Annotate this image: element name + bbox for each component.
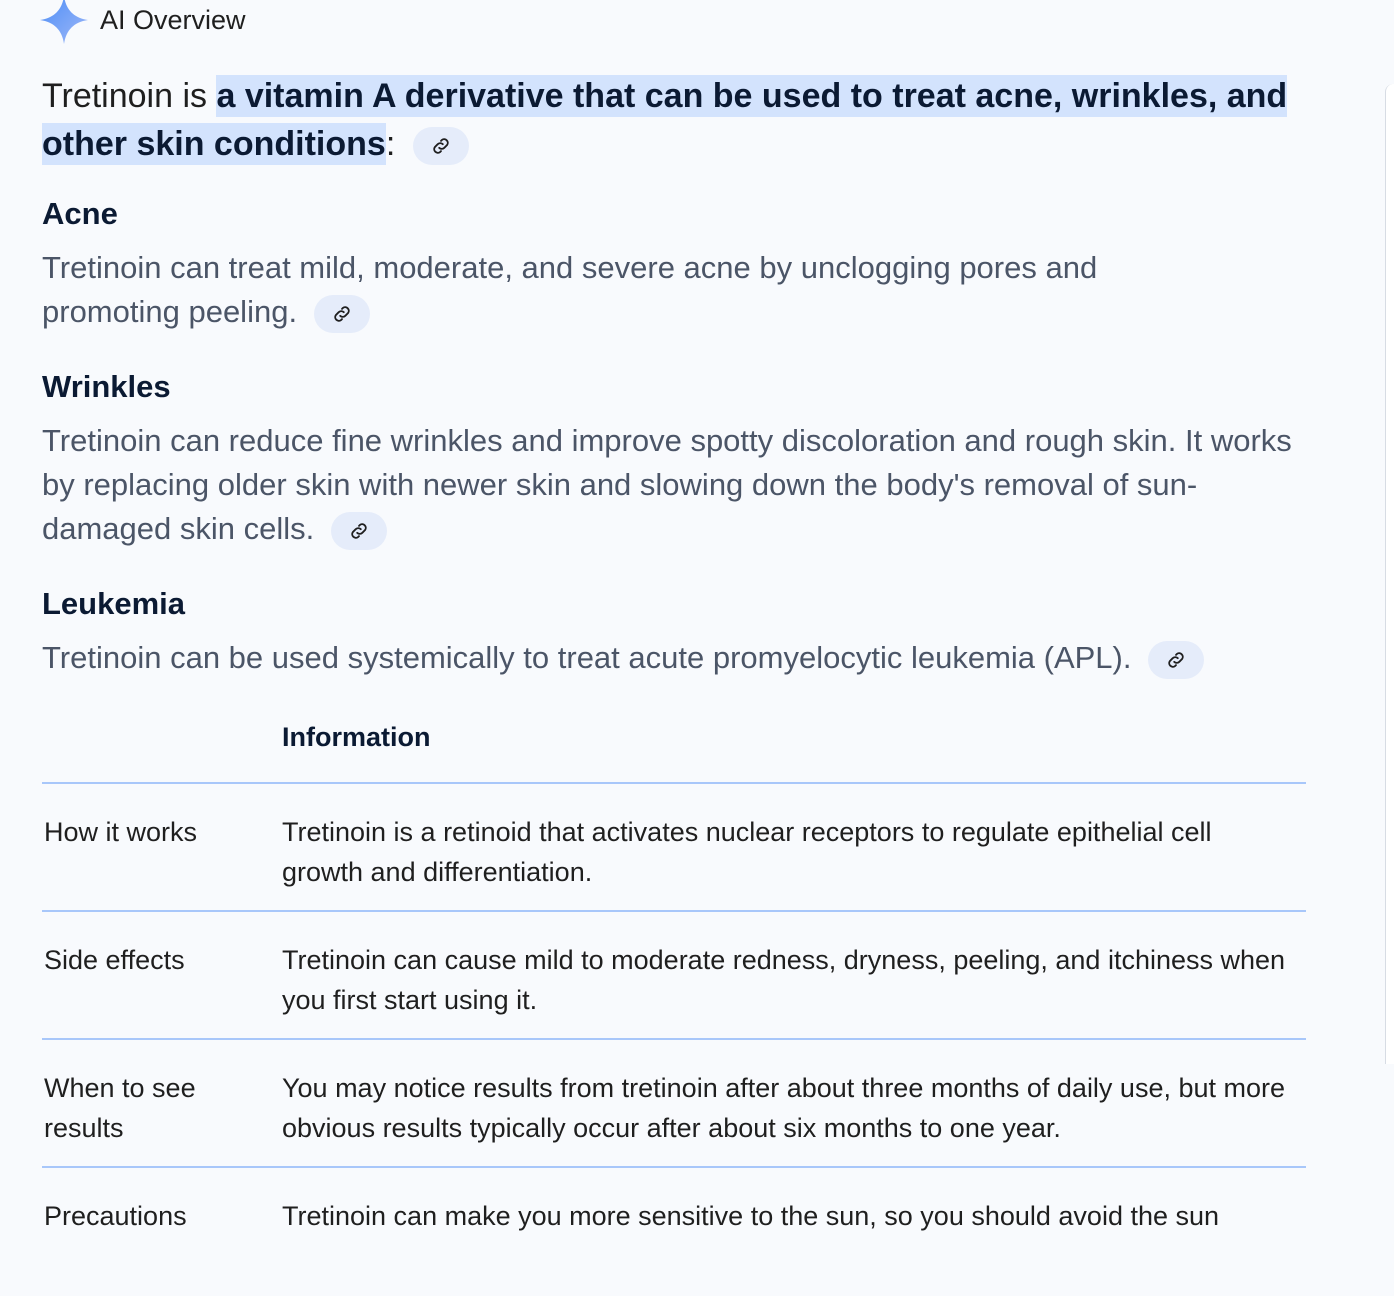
section-body [42,419,1312,551]
ai-overview-header [40,0,246,44]
side-panel-edge [1385,84,1394,1064]
table-row [42,912,1306,1040]
table-row-info: Tretinoin can cause mild to moderate redness, dryness, peeling, and itchiness when you first start using it. [282,945,1286,1015]
link-icon [348,520,370,542]
table-row [42,784,1306,912]
link-icon [1165,649,1187,671]
section-body-text: Tretinoin can treat mild, moderate, and severe acne by unclogging pores and promoting peeling. [42,250,1098,329]
section-body [42,246,1172,334]
citation-link-button[interactable] [413,127,469,165]
table-row-info: You may notice results from tretinoin after about three months of daily use, but more obvious results typically occur after about six months to one year. [282,1073,1286,1143]
section-body-text: Tretinoin can reduce fine wrinkles and improve spotty discoloration and rough skin. It works by replacing older skin with newer skin and slowing down the body's removal of sun-damaged skin cells. [42,423,1292,546]
overview-summary [42,72,1292,168]
table-row-label: Side effects [44,945,185,975]
table-row-label: How it works [44,817,198,847]
section-wrinkles [42,367,1312,551]
section-title: Acne [42,196,118,231]
section-body [42,636,1312,680]
summary-suffix: : [385,125,396,163]
section-acne [42,194,1312,334]
citation-link-button[interactable] [314,295,370,333]
table-row-label: When to see results [44,1073,196,1143]
citation-link-button[interactable] [331,512,387,550]
link-icon [430,135,452,157]
table-row-info: Tretinoin can make you more sensitive to the sun, so you should avoid the sun [282,1201,1220,1231]
summary-prefix: Tretinoin is [42,77,217,115]
table-row-label: Precautions [44,1201,187,1231]
table-header-information: Information [282,722,431,752]
ai-overview-title: AI Overview [100,4,246,35]
table-row-info: Tretinoin is a retinoid that activates nuclear receptors to regulate epithelial cell growth and differentiation. [282,817,1212,887]
citation-link-button[interactable] [1148,641,1204,679]
section-body-text: Tretinoin can be used systemically to treat acute promyelocytic leukemia (APL). [42,640,1132,675]
table-header [42,712,1306,784]
section-leukemia [42,584,1312,680]
sparkle-icon [40,0,88,49]
table-row [42,1168,1306,1296]
link-icon [331,303,353,325]
table-row [42,1040,1306,1168]
info-table [42,712,1306,1296]
section-title: Wrinkles [42,369,171,404]
section-title: Leukemia [42,586,186,621]
summary-highlight: a vitamin A derivative that can be used to treat acne, wrinkles, and other skin conditions [42,77,1288,163]
